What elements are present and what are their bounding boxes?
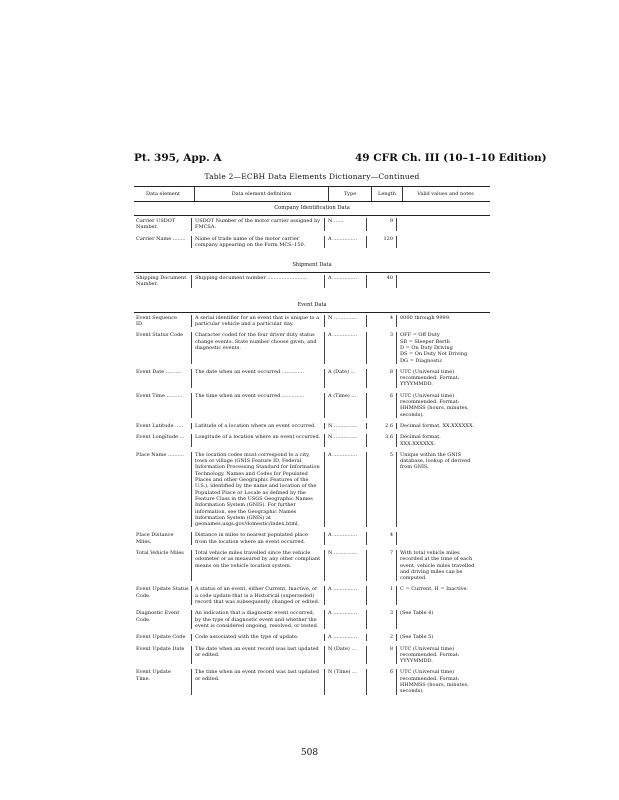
length-cell: 6 — [367, 669, 397, 694]
type-cell: N ............... — [325, 434, 367, 447]
type-cell: N (Time) ... — [325, 669, 367, 694]
length-cell: 4 — [367, 532, 397, 545]
section-heading: Company Identification Data — [134, 202, 490, 216]
column-header: Data element — [134, 187, 195, 201]
notes-cell: OFF = Off Duty SB = Sleeper Berth D = On Duty Driving DS = On Duty Not Driving DG = Diagnostic — [400, 332, 468, 364]
table-row — [134, 332, 490, 363]
notes-cell: (See Table 5) — [400, 634, 434, 641]
notes-cell: Decimal format, XXX.XXXXXX. — [400, 434, 441, 447]
definition-cell: Code associated with the type of update. — [192, 634, 325, 640]
table-row — [134, 452, 490, 528]
column-header: Data element definition — [195, 187, 329, 201]
notes-cell: Decimal format, XX.XXXXXX. — [400, 422, 475, 429]
type-cell: N ............... — [325, 423, 367, 429]
element-cell: Carrier Name ........ — [134, 236, 192, 249]
definition-cell: Latitude of a location where an event occurred. — [192, 423, 325, 429]
table-row — [134, 434, 490, 447]
column-header: Valid values and notes — [417, 190, 474, 197]
table-row — [134, 646, 490, 665]
length-cell: 3 — [367, 610, 397, 629]
notes-cell — [397, 532, 482, 545]
type-cell: N (Date) ... — [325, 646, 367, 665]
table-row — [134, 218, 490, 231]
element-cell: Total Vehicle Miles — [134, 550, 192, 581]
definition-cell: Longitude of a location where an event occurred. — [192, 434, 325, 447]
type-cell: A ............... — [325, 634, 367, 640]
table-title: Table 2—ECBH Data Elements Dictionary—Continued — [204, 172, 420, 181]
definition-cell: Total vehicle miles travelled since the vehicle odometer or as measured by any other compliant means on the vehicle location system. — [192, 550, 325, 581]
type-cell: N ............... — [325, 550, 367, 581]
table-row — [134, 586, 490, 605]
length-cell: 3.6 — [367, 434, 397, 447]
notes-cell — [397, 236, 482, 249]
column-header: Length — [372, 187, 403, 201]
element-cell: Diagnostic Event Code. — [134, 610, 192, 629]
element-cell: Place Distance Miles. — [134, 532, 192, 545]
notes-cell: 0000 through 9999. — [400, 314, 451, 321]
table-row — [134, 532, 490, 545]
table-row — [134, 423, 490, 429]
type-cell: N ............... — [325, 315, 367, 328]
type-cell: N ...... — [325, 218, 367, 231]
notes-cell: Unique within the GNIS database, lookup of derived from GNIS. — [400, 451, 471, 471]
notes-cell: With total vehicle miles recorded at the time of each event, vehicle miles travelled and driving miles can be computed. — [400, 549, 475, 582]
length-cell: 8 — [367, 646, 397, 665]
element-cell: Event Update Date — [134, 646, 192, 665]
data-elements-table — [134, 186, 490, 706]
notes-cell: UTC (Universal time) recommended. Format: HHMMSS (hours, minutes, seconds). — [400, 392, 469, 418]
column-header: Type — [329, 187, 372, 201]
page-number: 508 — [300, 748, 319, 758]
element-cell: Event Status Code — [134, 332, 192, 363]
definition-cell: The date when an event occurred .............. — [192, 369, 325, 388]
notes-cell: C = Current, H = Inactive. — [400, 586, 469, 593]
table-row — [134, 550, 490, 581]
notes-cell: UTC (Universal time) recommended. Format: YYYYMMDD. — [400, 368, 460, 388]
definition-cell: The date when an event record was last updated or edited. — [192, 646, 325, 665]
length-cell: 9 — [367, 218, 397, 231]
element-cell: Shipping Document Number. — [134, 275, 192, 288]
running-header-left: Pt. 395, App. A — [134, 152, 222, 164]
length-cell: 2.6 — [367, 423, 397, 429]
type-cell: A ............... — [325, 532, 367, 545]
definition-cell: The time when an event record was last updated or edited. — [192, 669, 325, 694]
element-cell: Event Update Code — [134, 634, 192, 640]
length-cell: 7 — [367, 550, 397, 581]
element-cell: Event Sequence ID. — [134, 315, 192, 328]
element-cell: Event Update Time. — [134, 669, 192, 694]
definition-cell: A status of an event, either Current, Inactive, or a code update that is a Historical (superseded) record that was subsequently changed or edited. — [192, 586, 325, 605]
length-cell: 3 — [367, 332, 397, 363]
definition-cell: The time when an event occurred .............. — [192, 393, 325, 418]
length-cell: 2 — [367, 634, 397, 640]
table-row — [134, 236, 490, 249]
element-cell: Place Name .......... — [134, 452, 192, 528]
type-cell: A (Date) ... — [325, 369, 367, 388]
element-cell: Event Latitude ..... — [134, 423, 192, 429]
element-cell: Carrier USDOT Number. — [134, 218, 192, 231]
type-cell: A ............... — [325, 610, 367, 629]
length-cell: 120 — [367, 236, 397, 249]
type-cell: A ............... — [325, 275, 367, 288]
element-cell: Event Date .......... — [134, 369, 192, 388]
definition-cell: Character coded for the four driver duty status change events. State number choose given, and diagnostic events. — [192, 332, 325, 363]
length-cell: 1 — [367, 586, 397, 605]
length-cell: 6 — [367, 393, 397, 418]
table-row — [134, 634, 490, 640]
definition-cell: An indication that a diagnostic event occurred, by the type of diagnostic event and whether the event is considered ongoing, resolved, or tested. — [192, 610, 325, 629]
table-row — [134, 669, 490, 694]
element-cell: Event Time .......... — [134, 393, 192, 418]
length-cell: 40 — [367, 275, 397, 288]
type-cell: A ............... — [325, 452, 367, 528]
running-header-right: 49 CFR Ch. III (10–1–10 Edition) — [355, 152, 547, 164]
element-cell: Event Longitude ... — [134, 434, 192, 447]
type-cell: A ............... — [325, 586, 367, 605]
definition-cell: USDOT Number of the motor carrier assigned by FMCSA. — [192, 218, 325, 231]
length-cell: 5 — [367, 452, 397, 528]
definition-cell: Name of trade name of the motor carrier company appearing on the Form MCS–150. — [192, 236, 325, 249]
section-heading: Shipment Data — [134, 259, 490, 273]
type-cell: A ............... — [325, 236, 367, 249]
definition-cell: Shipping document number ......................... — [192, 275, 325, 288]
type-cell: A (Time) ... — [325, 393, 367, 418]
type-cell: A ............... — [325, 332, 367, 363]
table-row — [134, 369, 490, 388]
section-spacer — [134, 700, 490, 706]
table-row — [134, 275, 490, 288]
section-heading: Event Data — [134, 299, 490, 313]
notes-cell: UTC (Universal time) recommended. Format: YYYYMMDD. — [400, 645, 460, 665]
definition-cell: A serial identifier for an event that is unique to a particular vehicle and a particular day. — [192, 315, 325, 328]
notes-cell: UTC (Universal time) recommended. Format: HHMMSS (hours, minutes, seconds). — [400, 669, 469, 695]
table-row — [134, 315, 490, 328]
definition-cell: Distance in miles to nearest populated place from the location where an event occurred. — [192, 532, 325, 545]
definition-cell: The location codes must correspond to a city, town or village (GNIS Feature ID, Federal Information Processing Standard for Information Technology, Names and Codes for Populated Places and other Geographic Features of the U.S.), identified by the name and location of the Populated Place or Locale as defined by the Feature Class in the USGS Geographic Names Information System (GNIS). For further information, see the Geographic Names Information System (GNIS) at geonames.usgs.gov/domestic/index.html. — [192, 452, 325, 528]
table-row — [134, 393, 490, 418]
table-row — [134, 610, 490, 629]
table-header-row — [134, 186, 490, 202]
notes-cell: (See Table 4) — [400, 610, 434, 617]
notes-cell — [397, 218, 482, 231]
length-cell: 4 — [367, 315, 397, 328]
notes-cell — [397, 275, 482, 288]
length-cell: 8 — [367, 369, 397, 388]
element-cell: Event Update Status Code. — [134, 586, 192, 605]
table-body — [134, 202, 490, 706]
